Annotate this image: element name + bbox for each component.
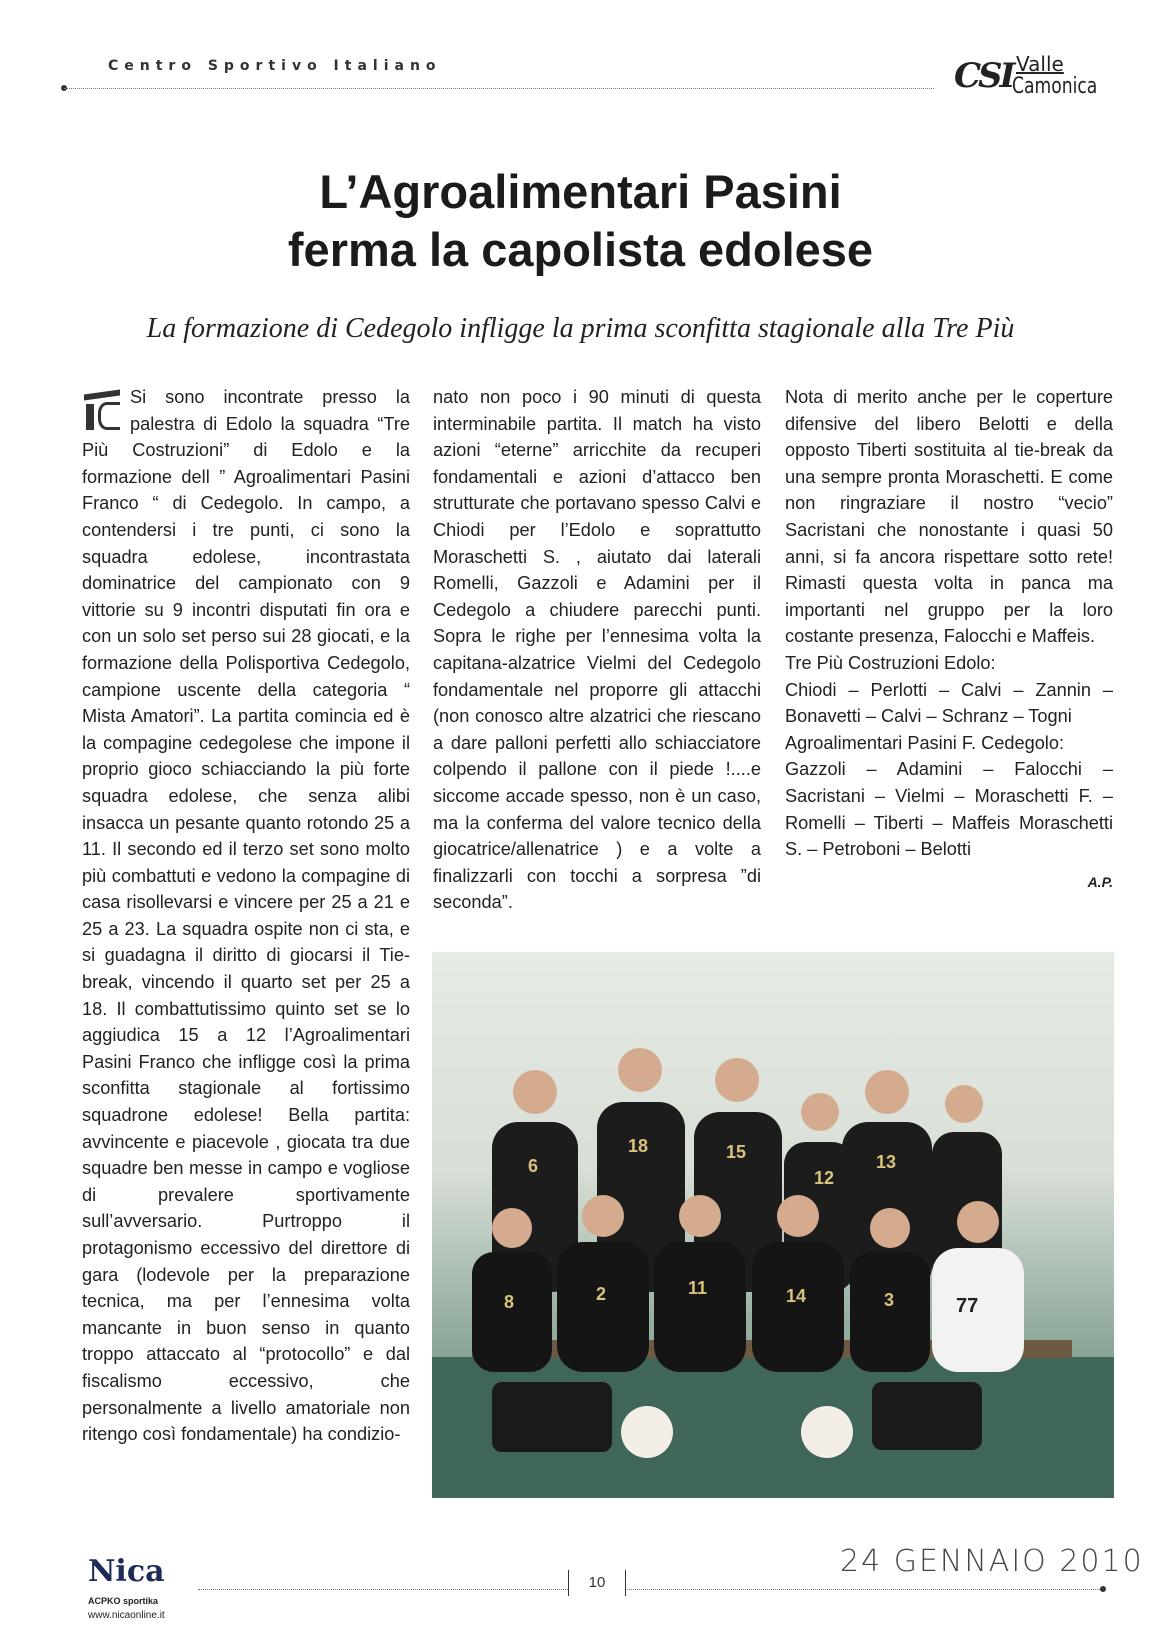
column-2-text: nato non poco i 90 minuti di questa interminabile partita. Il match ha visto azioni “eterne” arricchite da recuperi fondamentali e azioni d’attacco ben strutturate che portavano spesso Calvi e Chiodi per l’Edolo e soprattutto Moraschetti S. , aiutato dai laterali Romelli, Gazzoli e Adamini per il Cedegolo a chiudere parecchi punti. Sopra le righe per l’ennesima volta la capitana-alzatrice Vielmi del Cedegolo fondamentale nel proporre gli attacchi (non conosco altre alzatrici che riescano a dare palloni perfetti allo schiacciatore colpendo il pallone con il piede !....e siccome accade spesso, non è un caso, ma la conferma del valore tecnico della giocatrice/allenatrice ) e a volte a finalizzarli con tocchi a sorpresa ”di seconda”. [433,387,761,913]
svg-text:8: 8 [504,1292,515,1312]
svg-text:77: 77 [956,1295,979,1317]
csi-dropcap-icon [82,388,126,436]
article-subtitle: La formazione di Cedegolo infligge la prima sconfitta stagionale alla Tre Più [146,313,1015,344]
team2-players: Gazzoli – Adamini – Falocchi – Sacristani – Vielmi – Moraschetti F. – Romelli – Tiberti – Maffeis Moraschetti S. – Petroboni – Belotti [785,759,1113,860]
section-title: Centro Sportivo Italiano [108,58,442,74]
team2-heading: Agroalimentari Pasini F. Cedegolo: [785,732,1065,753]
svg-text:12: 12 [814,1168,835,1188]
nica-logo-sub: ACPKO sportika [88,1596,159,1606]
nica-logo [88,1554,192,1624]
csi-logo-mark: CSI [954,56,1013,96]
svg-text:14: 14 [786,1286,807,1306]
column-3-text: Nota di merito anche per le coperture difensive del libero Belotti e della opposto Tiberti sostituita al tie-break da una sempre pronta Moraschetti. E come non ringraziare il nostro “vecio” Sacristani che nonostante i quasi 50 anni, si fa ancora rispettare sotto rete! Rimasti questa volta in panca ma importanti nel gruppo per la loro costante presenza, Falocchi e Maffeis. [785,387,1113,647]
svg-text:15: 15 [726,1142,747,1162]
page-header [64,52,1104,112]
article-column-1 [82,384,410,1448]
svg-text:11: 11 [688,1278,708,1298]
team1-players: Chiodi – Perlotti – Calvi – Zannin – Bonavetti – Calvi – Schranz – Togni [785,679,1113,727]
nica-logo-word: Nica [88,1554,165,1589]
svg-text:2: 2 [596,1284,607,1304]
author-signature: A.P. [1087,873,1113,890]
team-photo-illustration [432,952,1114,1498]
svg-text:13: 13 [876,1152,897,1172]
handwritten-date: 24 GENNAIO 2010 [840,1544,1144,1579]
title-line-1: L’Agroalimentari Pasini [319,165,842,218]
team-photo [432,952,1114,1498]
article-column-2 [433,384,761,916]
footer-dot [1100,1586,1106,1592]
page-footer [0,1540,1161,1632]
team1-heading: Tre Più Costruzioni Edolo: [785,652,996,673]
svg-text:18: 18 [628,1136,649,1156]
footer-rule [198,1589,1102,1590]
nica-logo-url: www.nicaonline.it [88,1610,165,1621]
column-1-text: Si sono incontrate presso la palestra di Edolo la squadra “Tre Più Costruzioni” di Edolo e la formazione dell ” Agroalimentari Pasini Franco “ di Cedegolo. In campo, a contendersi i tre punti, ci sono la squadra edolese, incontrastata dominatrice del campionato con 9 vittorie su 9 incontri disputati fin ora e con un solo set perso sui 28 giocati, e la formazione della Polisportiva Cedegolo, campione uscente della categoria “ Mista Amatori”. La partita comincia ed è la compagine cedegolese che impone il proprio gioco schiacciando la più forte squadra edolese, che senza alibi insacca un pesante quanto rotondo 25 a 11. Il secondo ed il terzo set sono molto più combattuti e vedono la compagine di casa risollevarsi e vincere per 25 a 21 e 25 a 23. La squadra ospite non ci sta, e si guadagna il diritto di giocarsi il Tie-break, vincendo il quarto set per 25 a 18. Il combattutissimo quinto set se lo aggiudica 15 a 12 l’Agroalimentari Pasini Franco che infligge così la prima sconfitta stagionale al fortissimo squadrone edolese! Bella partita: avvincente e piacevole , giocata tra due squadre ben messe in campo e vogliose di prevalere sportivamente sull’avversario. Purtroppo il protagonismo eccessivo del direttore di gara (lodevole per la preparazione tecnica, ma per l’ennesima volta mancante in buon senso in quanto troppo attaccato al “protocollo” e dal fiscalismo eccessivo, che personalmente a livello amatoriale non ritengo così fondamentale) ha condizio- [82,387,410,1445]
header-rule [64,88,934,89]
page-number: 10 [568,1570,626,1596]
svg-text:6: 6 [528,1156,539,1176]
title-line-2: ferma la capolista edolese [287,223,874,276]
svg-text:3: 3 [884,1290,895,1310]
article-column-3 [785,384,1113,895]
article-title [60,163,1101,279]
logo-camonica-text: Camonica [1012,74,1098,99]
logo-valle-text: Valle [1016,52,1064,76]
